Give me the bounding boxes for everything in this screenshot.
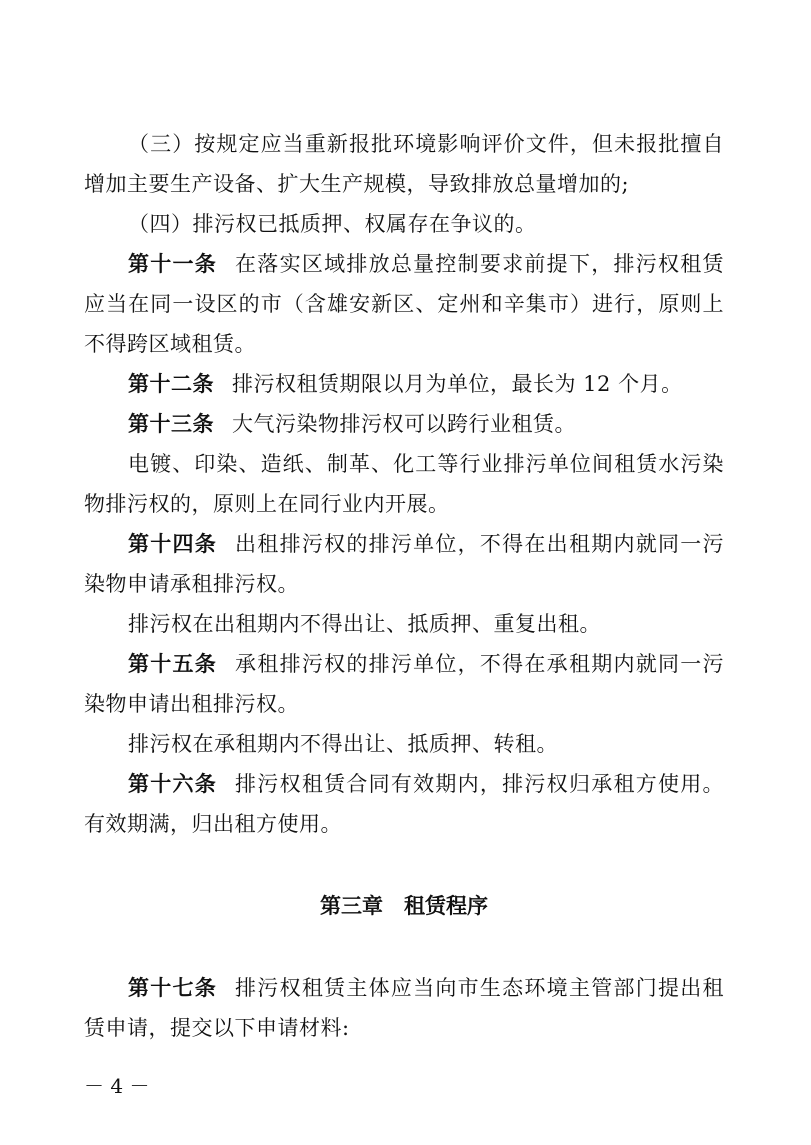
article-paragraph: 第十一条 在落实区域排放总量控制要求前提下，排污权租赁应当在同一设区的市（含雄安新区、定州和辛集市）进行，原则上不得跨区域租赁。 [84, 252, 725, 356]
article-number: 第十四条 [128, 532, 218, 556]
chapter-heading: 第三章 租赁程序 [320, 894, 488, 918]
article-paragraph: 第十三条 大气污染物排污权可以跨行业租赁。 [128, 412, 576, 436]
article-number: 第十三条 [128, 412, 214, 436]
article-paragraph: 第十六条 排污权租赁合同有效期内，排污权归承租方使用。有效期满，归出租方使用。 [84, 772, 725, 836]
article-number: 第十六条 [128, 772, 218, 796]
article-paragraph: 第十四条 出租排污权的排污单位，不得在出租期内就同一污染物申请承租排污权。 [84, 532, 725, 596]
article-paragraph: 第十五条 承租排污权的排污单位，不得在承租期内就同一污染物申请出租排污权。 [84, 652, 725, 716]
paragraph: （三）按规定应当重新报批环境影响评价文件，但未报批擅自增加主要生产设备、扩大生产规模，导致排放总量增加的; [84, 132, 724, 196]
article-number: 第十一条 [128, 252, 218, 276]
article-number: 第十五条 [128, 652, 218, 676]
page-number: － 4 － [84, 1074, 150, 1098]
article-number: 第十七条 [128, 976, 218, 1000]
paragraph: 电镀、印染、造纸、制革、化工等行业排污单位间租赁水污染物排污权的，原则上在同行业内开展。 [84, 452, 724, 516]
document-body [84, 124, 724, 1048]
article-paragraph: 第十二条 排污权租赁期限以月为单位，最长为 12 个月。 [128, 372, 683, 396]
paragraph: （四）排污权已抵质押、权属存在争议的。 [128, 212, 537, 236]
paragraph: 排污权在出租期内不得出让、抵质押、重复出租。 [128, 612, 601, 636]
article-number: 第十二条 [128, 372, 214, 396]
article-paragraph: 第十七条 排污权租赁主体应当向市生态环境主管部门提出租赁申请，提交以下申请材料: [84, 976, 725, 1040]
paragraph: 排污权在承租期内不得出让、抵质押、转租。 [128, 732, 558, 756]
